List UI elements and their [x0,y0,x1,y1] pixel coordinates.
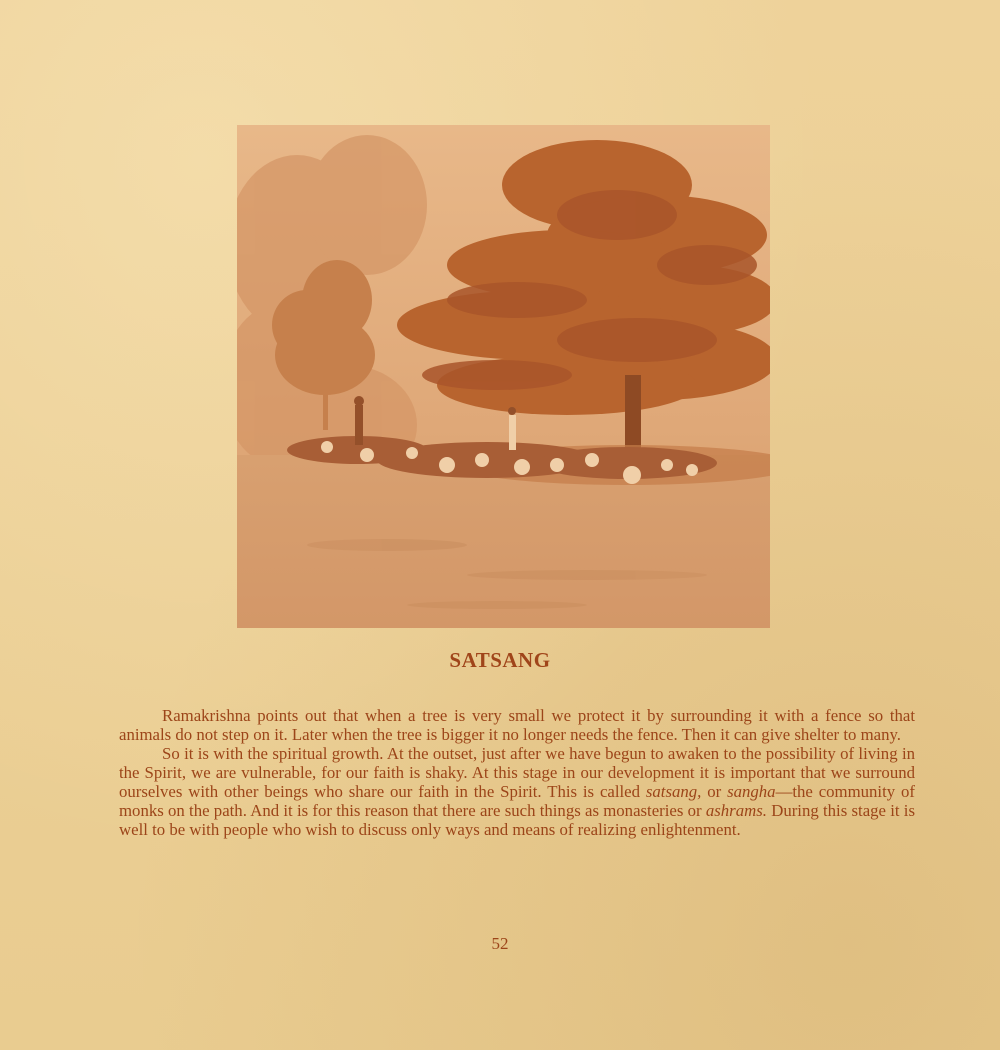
photo-group-under-tree [237,125,770,628]
italic-term-ashrams: ashrams. [705,801,767,820]
body-text [119,706,915,839]
paragraph-text: —the community of monks on the path. And it is for this reason that there are such things as monasteries or [119,782,915,820]
paragraph-text: or [701,782,728,801]
section-title: SATSANG [449,648,551,672]
paragraph-text: So it is with the spiritual growth. At the outset, just after we have begun to awaken to the possibility of living in the Spirit, we are vulnerable, for our faith is shaky. At this stage in our development it is important that we surround ourselves with other beings who share our faith in the Spirit. This is called [119,744,915,801]
page-number: 52 [491,934,509,953]
paragraph-text: Ramakrishna points out that when a tree is very small we protect it by surrounding it with a fence so that animals do not step on it. Later when the tree is bigger it no longer needs the fence. Then it can give shelter to many. [119,706,915,744]
paragraph [119,744,915,839]
paragraph [119,706,915,744]
italic-term-sangha: sangha [727,782,776,801]
italic-term-satsang: satsang, [645,782,702,801]
paragraph-text: During this stage it is well to be with people who wish to discuss only ways and means of realizing enlightenment. [119,801,916,839]
photo-image [237,125,770,628]
